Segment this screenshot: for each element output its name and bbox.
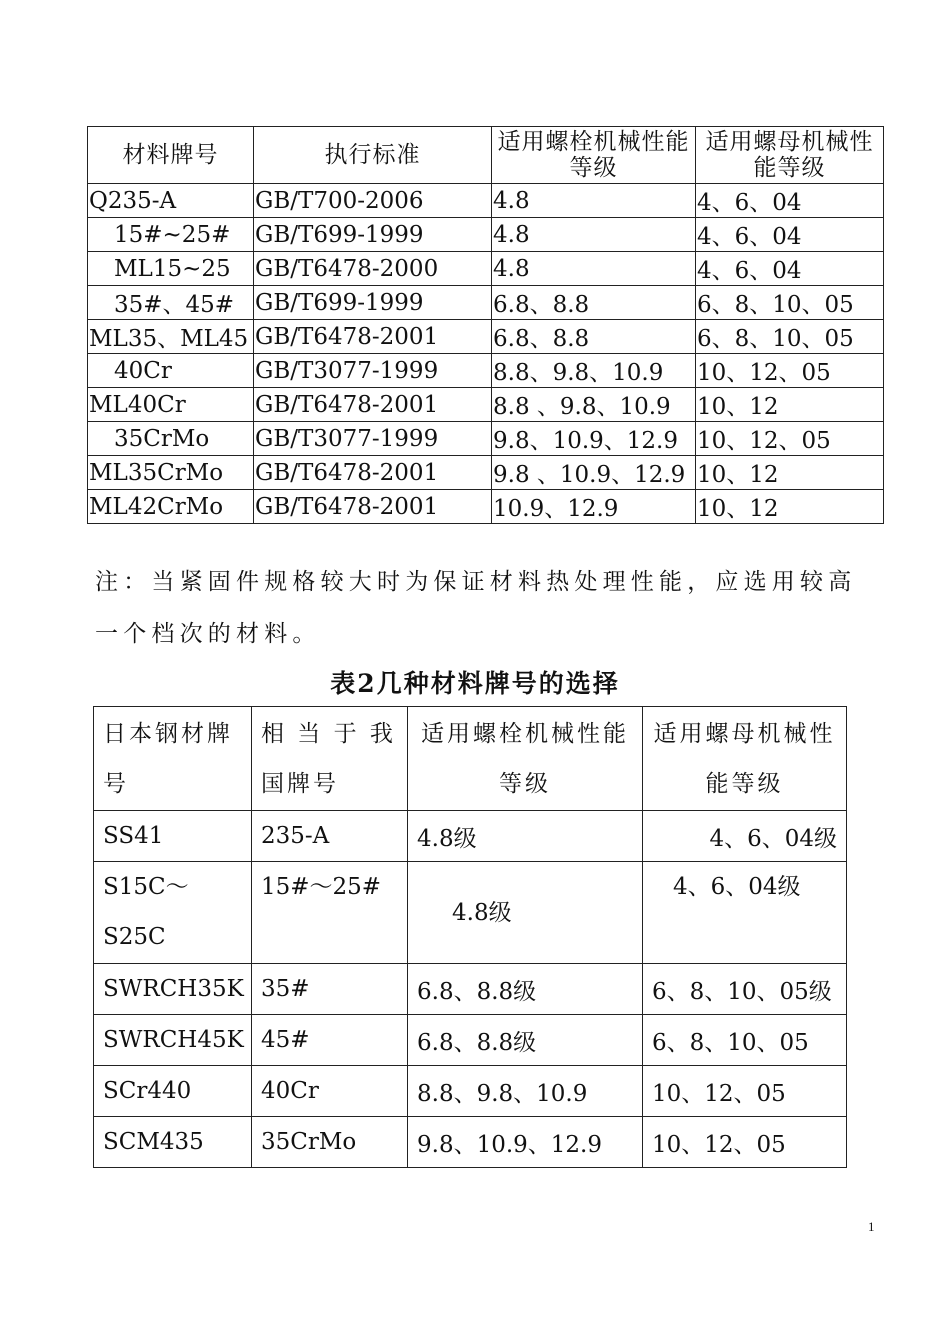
bolt-grade-cell: 4.8级 — [408, 862, 643, 964]
nut-grade-cell: 6、8、10、05 — [696, 286, 884, 320]
standard-cell: GB/T6478-2001 — [254, 456, 492, 490]
table-row — [88, 456, 884, 490]
table-row — [94, 1015, 847, 1066]
table-row — [88, 252, 884, 286]
material-standard-table — [87, 126, 884, 524]
material-cell: ML35、ML45 — [88, 320, 254, 354]
standard-cell: GB/T6478-2001 — [254, 320, 492, 354]
table-row — [88, 388, 884, 422]
table-row — [94, 862, 847, 964]
table-caption: 表2几种材料牌号的选择 — [330, 669, 620, 698]
material-cell: ML35CrMo — [88, 456, 254, 490]
table-row — [88, 320, 884, 354]
bolt-grade-cell: 6.8、8.8级 — [408, 964, 643, 1015]
header-cell: 相 当 于 我国牌号 — [252, 707, 408, 811]
table-row — [88, 184, 884, 218]
table-header-row — [94, 707, 847, 811]
standard-cell: GB/T3077-1999 — [254, 354, 492, 388]
material-cell: ML42CrMo — [88, 490, 254, 524]
nut-grade-cell: 10、12、05 — [696, 354, 884, 388]
standard-cell: GB/T700-2006 — [254, 184, 492, 218]
jis-grade-cell: SS41 — [94, 811, 252, 862]
table-row — [88, 218, 884, 252]
standard-cell: GB/T699-1999 — [254, 286, 492, 320]
nut-grade-cell: 4、6、04 — [696, 218, 884, 252]
standard-cell: GB/T6478-2001 — [254, 490, 492, 524]
jis-grade-cell: SWRCH35K — [94, 964, 252, 1015]
japanese-material-table — [93, 706, 847, 1168]
material-cell: Q235-A — [88, 184, 254, 218]
cn-grade-cell: 45# — [252, 1015, 408, 1066]
header-cell: 执行标准 — [254, 127, 492, 184]
bolt-grade-cell: 4.8 — [492, 184, 696, 218]
header-cell: 适用螺母机械性能等级 — [643, 707, 847, 811]
cn-grade-cell: 35CrMo — [252, 1117, 408, 1168]
table-row — [94, 964, 847, 1015]
nut-grade-cell: 6、8、10、05 — [643, 1015, 847, 1066]
nut-grade-cell: 4、6、04 — [696, 252, 884, 286]
bolt-grade-cell: 4.8级 — [408, 811, 643, 862]
standard-cell: GB/T6478-2001 — [254, 388, 492, 422]
nut-grade-cell: 10、12 — [696, 388, 884, 422]
material-cell: ML15~25 — [88, 252, 254, 286]
nut-grade-cell: 10、12 — [696, 490, 884, 524]
bolt-grade-cell: 8.8、9.8、10.9 — [492, 354, 696, 388]
cn-grade-cell: 15#～25# — [252, 862, 408, 964]
nut-grade-cell: 10、12、05 — [643, 1117, 847, 1168]
bolt-grade-cell: 4.8 — [492, 252, 696, 286]
nut-grade-cell: 4、6、04级 — [643, 862, 847, 964]
jis-grade-cell: SCr440 — [94, 1066, 252, 1117]
table-row — [94, 811, 847, 862]
table-row — [88, 422, 884, 456]
nut-grade-cell: 4、6、04 — [696, 184, 884, 218]
bolt-grade-cell: 9.8、10.9、12.9 — [492, 422, 696, 456]
table-row — [88, 286, 884, 320]
bolt-grade-cell: 6.8、8.8 — [492, 286, 696, 320]
material-cell: 35#、45# — [88, 286, 254, 320]
material-cell: 40Cr — [88, 354, 254, 388]
nut-grade-cell: 4、6、04级 — [643, 811, 847, 862]
nut-grade-cell: 10、12 — [696, 456, 884, 490]
header-cell: 材料牌号 — [88, 127, 254, 184]
bolt-grade-cell: 6.8、8.8 — [492, 320, 696, 354]
bolt-grade-cell: 4.8 — [492, 218, 696, 252]
bolt-grade-cell: 10.9、12.9 — [492, 490, 696, 524]
material-cell: ML40Cr — [88, 388, 254, 422]
table-row — [88, 490, 884, 524]
bolt-grade-cell: 9.8、10.9、12.9 — [408, 1117, 643, 1168]
cn-grade-cell: 40Cr — [252, 1066, 408, 1117]
header-cell: 日本钢材牌号 — [94, 707, 252, 811]
header-cell: 适用螺栓机械性能等级 — [408, 707, 643, 811]
table-row — [88, 354, 884, 388]
nut-grade-cell: 6、8、10、05级 — [643, 964, 847, 1015]
bolt-grade-cell: 6.8、8.8级 — [408, 1015, 643, 1066]
nut-grade-cell: 10、12、05 — [696, 422, 884, 456]
standard-cell: GB/T6478-2000 — [254, 252, 492, 286]
header-cell: 适用螺母机械性能等级 — [696, 127, 884, 184]
bolt-grade-cell: 8.8 、9.8、10.9 — [492, 388, 696, 422]
nut-grade-cell: 10、12、05 — [643, 1066, 847, 1117]
material-cell: 15#~25# — [88, 218, 254, 252]
page-number: 1 — [868, 1219, 875, 1234]
table-row — [94, 1066, 847, 1117]
material-cell: 35CrMo — [88, 422, 254, 456]
jis-grade-cell: SWRCH45K — [94, 1015, 252, 1066]
jis-grade-cell: S15C～S25C — [94, 862, 252, 964]
bolt-grade-cell: 8.8、9.8、10.9 — [408, 1066, 643, 1117]
standard-cell: GB/T3077-1999 — [254, 422, 492, 456]
jis-grade-cell: SCM435 — [94, 1117, 252, 1168]
bolt-grade-cell: 9.8 、10.9、12.9 — [492, 456, 696, 490]
nut-grade-cell: 6、8、10、05 — [696, 320, 884, 354]
cn-grade-cell: 235-A — [252, 811, 408, 862]
table-header-row — [88, 127, 884, 184]
cn-grade-cell: 35# — [252, 964, 408, 1015]
standard-cell: GB/T699-1999 — [254, 218, 492, 252]
note-paragraph: 注：当紧固件规格较大时为保证材料热处理性能，应选用较高一个档次的材料。 — [95, 569, 857, 647]
header-cell: 适用螺栓机械性能等级 — [492, 127, 696, 184]
table-row — [94, 1117, 847, 1168]
